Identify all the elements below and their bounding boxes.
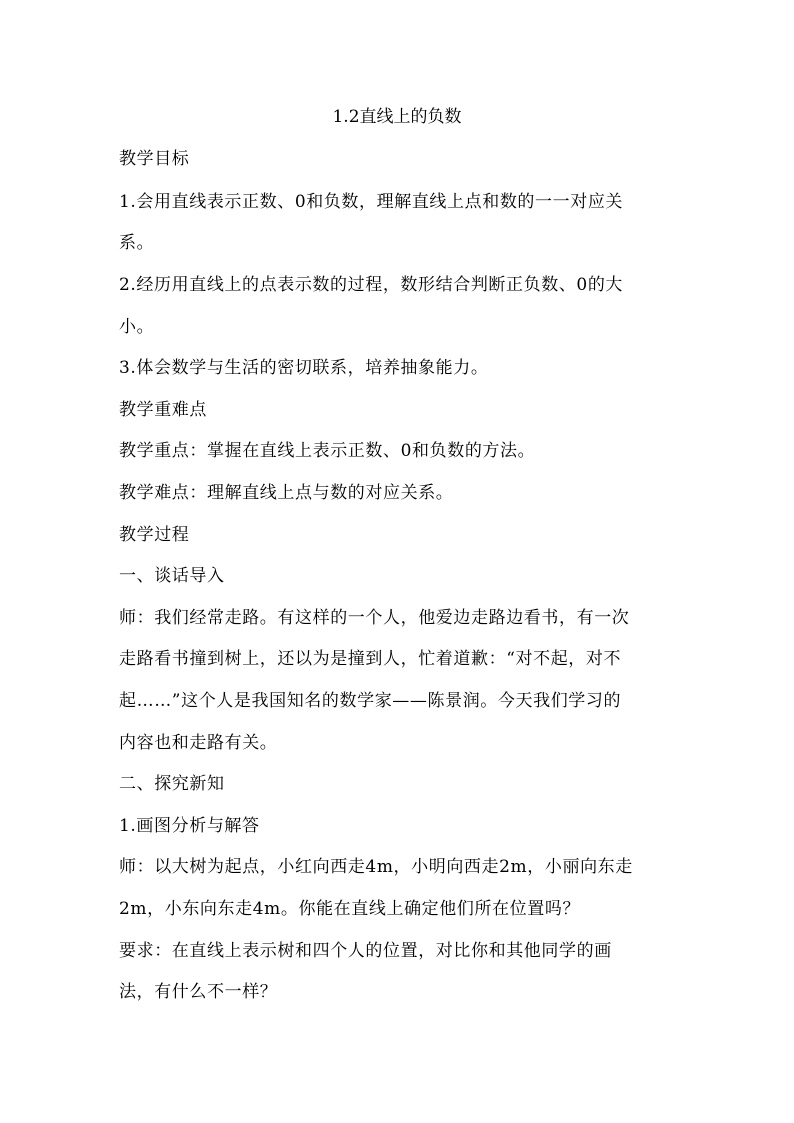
section-heading-objectives: 教学目标 xyxy=(119,149,190,169)
intro-paragraph-line-4: 内容也和走路有关。 xyxy=(119,733,278,753)
requirement-paragraph-line-2: 法，有什么不一样？ xyxy=(119,982,278,1002)
objective-3: 3.体会数学与生活的密切联系，培养抽象能力。 xyxy=(119,358,489,378)
difficult-point: 教学难点：理解直线上点与数的对应关系。 xyxy=(119,483,454,503)
problem-paragraph-line-2: 2m，小东向东走4m。你能在直线上确定他们所在位置吗？ xyxy=(119,899,581,919)
objective-2-line-1: 2.经历用直线上的点表示数的过程，数形结合判断正负数、0的大 xyxy=(119,275,624,295)
subsection-heading-intro: 一、谈话导入 xyxy=(119,566,225,586)
intro-paragraph-line-3: 起……”这个人是我国知名的数学家——陈景润。今天我们学习的 xyxy=(119,691,622,711)
subsection-heading-explore: 二、探究新知 xyxy=(119,774,225,794)
objective-2-line-2: 小。 xyxy=(119,317,155,337)
section-heading-process: 教学过程 xyxy=(119,525,190,545)
objective-1-line-1: 1.会用直线表示正数、0和负数，理解直线上点和数的一一对应关 xyxy=(119,192,624,212)
page-title: 1.2直线上的负数 xyxy=(332,107,462,127)
item-heading-draw-analyze: 1.画图分析与解答 xyxy=(119,816,260,836)
problem-paragraph-line-1: 师：以大树为起点，小红向西走4m，小明向西走2m，小丽向东走 xyxy=(119,857,633,877)
intro-paragraph-line-1: 师：我们经常走路。有这样的一个人，他爱边走路边看书，有一次 xyxy=(119,608,630,628)
intro-paragraph-line-2: 走路看书撞到树上，还以为是撞到人，忙着道歉：“对不起，对不 xyxy=(119,649,622,669)
section-heading-key-points: 教学重难点 xyxy=(119,400,207,420)
objective-1-line-2: 系。 xyxy=(119,233,155,253)
requirement-paragraph-line-1: 要求：在直线上表示树和四个人的位置，对比你和其他同学的画 xyxy=(119,941,612,961)
key-point: 教学重点：掌握在直线上表示正数、0和负数的方法。 xyxy=(119,441,536,461)
